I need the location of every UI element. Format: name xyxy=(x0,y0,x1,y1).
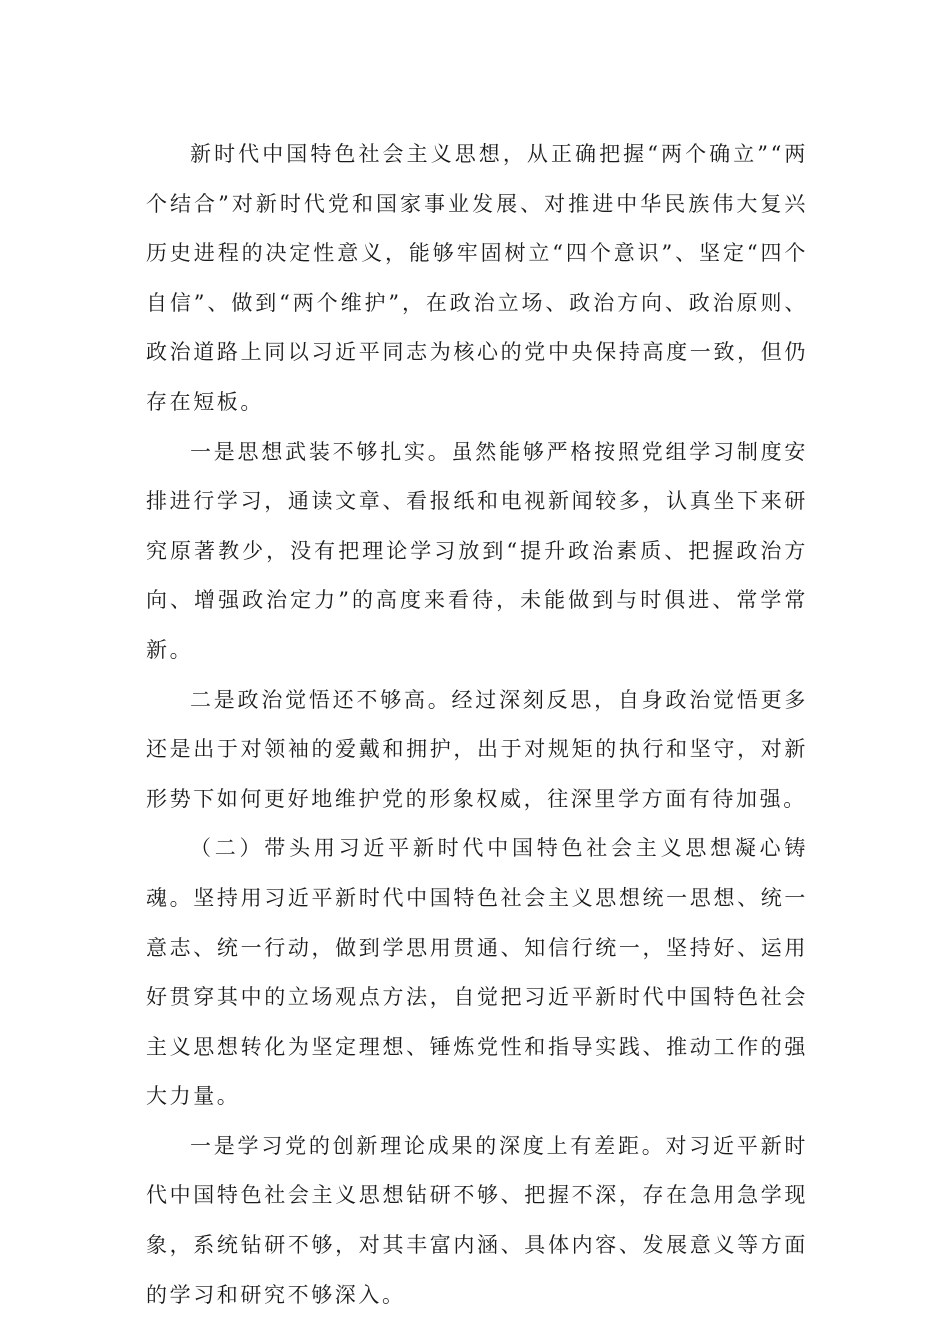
paragraph-intro: 新时代中国特色社会主义思想，从正确把握“两个确立”“两个结合”对新时代党和国家事业发展、对推进中华民族伟大复兴历史进程的决定性意义，能够牢固树立“四个意识”、坚定“四个自信”、做到“两个维护”，在政治立场、政治方向、政治原则、政治道路上同以习近平同志为核心的党中央保持高度一致，但仍存在短板。 xyxy=(146,142,808,414)
paragraph-point-1-study-depth: 一是学习党的创新理论成果的深度上有差距。对习近平新时代中国特色社会主义思想钻研不够、把握不深，存在急用急学现象，系统钻研不够，对其丰富内涵、具体内容、发展意义等方面的学习和研究不够深入。 xyxy=(146,1133,808,1307)
paragraph-section-2-heading: （二）带头用习近平新时代中国特色社会主义思想凝心铸魂。坚持用习近平新时代中国特色社会主义思想统一思想、统一意志、统一行动，做到学思用贯通、知信行统一，坚持好、运用好贯穿其中的立场观点方法，自觉把习近平新时代中国特色社会主义思想转化为坚定理想、锤炼党性和指导实践、推动工作的强大力量。 xyxy=(146,836,808,1109)
paragraph-point-2-political-awareness: 二是政治觉悟还不够高。经过深刻反思，自身政治觉悟更多还是出于对领袖的爱戴和拥护，出于对规矩的执行和坚守，对新形势下如何更好地维护党的形象权威，往深里学方面有待加强。 xyxy=(146,687,808,811)
paragraph-point-1-thought-armament: 一是思想武装不够扎实。虽然能够严格按照党组学习制度安排进行学习，通读文章、看报纸和电视新闻较多，认真坐下来研究原著教少，没有把理论学习放到“提升政治素质、把握政治方向、增强政治定力”的高度来看待，未能做到与时俱进、常学常新。 xyxy=(146,439,808,662)
document-page xyxy=(146,130,808,1320)
